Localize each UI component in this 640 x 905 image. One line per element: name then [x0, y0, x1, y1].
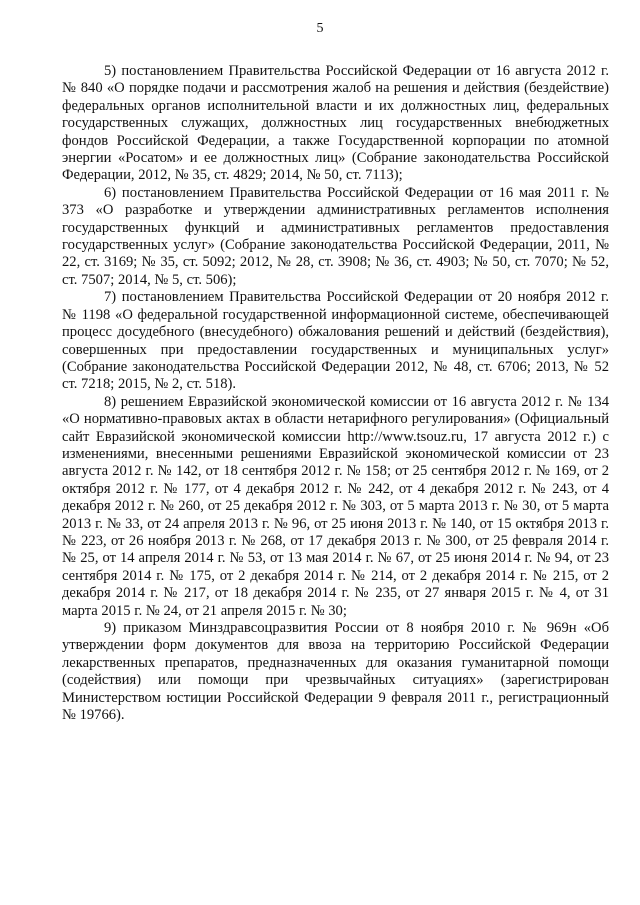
paragraph-item-9: 9) приказом Минздравсоцразвития России от 8 ноября 2010 г. № 969н «Об утверждении форм документов для ввоза на территорию Российской Федерации лекарственных препаратов, предназначенных для оказания гуманитарной помощи (содействия) или помощи при чрезвычайных ситуациях» (зарегистрирован Министерством юстиции Российской Федерации 9 февраля 2011 г., регистрационный № 19766).: [62, 620, 609, 724]
document-body: [62, 63, 609, 724]
paragraph-item-7: 7) постановлением Правительства Российской Федерации от 20 ноября 2012 г. № 1198 «О федеральной государственной информационной системе, обеспечивающей процесс досудебного (внесудебного) обжалования решений и действий (бездействия), совершенных при предоставлении государственных и муниципальных услуг» (Собрание законодательства Российской Федерации 2012, № 48, ст. 6706; 2013, № 52 ст. 7218; 2015, № 2, ст. 518).: [62, 289, 609, 393]
paragraph-item-6: 6) постановлением Правительства Российской Федерации от 16 мая 2011 г. № 373 «О разработке и утверждении административных регламентов исполнения государственных функций и административных регламентов предоставления государственных услуг» (Собрание законодательства Российской Федерации, 2011, № 22, ст. 3169; № 35, ст. 5092; 2012, № 28, ст. 3908; № 36, ст. 4903; № 50, ст. 7070; № 52, ст. 7507; 2014, № 5, ст. 506);: [62, 184, 609, 288]
paragraph-item-8: 8) решением Евразийской экономической комиссии от 16 августа 2012 г. № 134 «О нормативно-правовых актах в области нетарифного регулирования» (Официальный сайт Евразийской экономической комиссии http://www.tsouz.ru, 17 августа 2012 г.) с изменениями, внесенными решениями Евразийской экономической комиссии от 23 августа 2012 г. № 142, от 18 сентября 2012 г. № 158; от 25 сентября 2012 г. № 169, от 2 октября 2012 г. № 177, от 4 декабря 2012 г. № 242, от 4 декабря 2012 г. № 243, от 4 декабря 2012 г. № 260, от 25 декабря 2012 г. № 303, от 5 марта 2013 г. № 30, от 5 марта 2013 г. № 33, от 24 апреля 2013 г. № 96, от 25 июня 2013 г. № 140, от 15 октября 2013 г. № 223, от 26 ноября 2013 г. № 268, от 17 декабря 2013 г. № 300, от 25 февраля 2014 г. № 25, от 14 апреля 2014 г. № 53, от 13 мая 2014 г. № 67, от 25 июня 2014 г. № 94, от 23 сентября 2014 г. № 175, от 2 декабря 2014 г. № 214, от 2 декабря 2014 г. № 215, от 2 декабря 2014 г. № 217, от 18 декабря 2014 г. № 235, от 27 января 2015 г. № 4, от 31 марта 2015 г. № 24, от 21 апреля 2015 г. № 30;: [62, 393, 609, 619]
page-number: 5: [316, 21, 324, 36]
paragraph-item-5: 5) постановлением Правительства Российской Федерации от 16 августа 2012 г. № 840 «О порядке подачи и рассмотрения жалоб на решения и действия (бездействие) федеральных органов исполнительной власти и их должностных лиц, федеральных государственных служащих, должностных лиц государственных внебюджетных фондов Российской Федерации, а также Государственной корпорации по атомной энергии «Росатом» и ее должностных лиц» (Собрание законодательства Российской Федерации, 2012, № 35, ст. 4829; 2014, № 50, ст. 7113);: [62, 63, 609, 184]
